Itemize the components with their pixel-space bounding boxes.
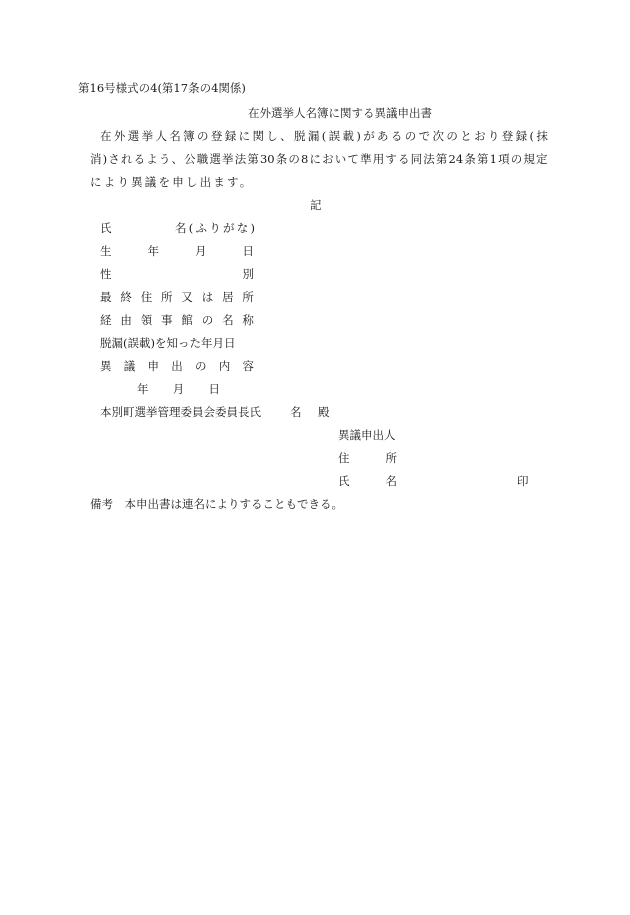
glyph: 在	[100, 129, 112, 143]
glyph: 住	[338, 451, 350, 465]
glyph: 職	[196, 152, 209, 166]
glyph: 氏	[338, 474, 350, 488]
glyph: し	[266, 129, 278, 143]
glyph: に	[309, 152, 321, 166]
body-line-1	[100, 128, 548, 144]
glyph: 別	[242, 267, 254, 281]
glyph: 公	[184, 152, 196, 166]
glyph: 出	[171, 359, 183, 373]
glyph: 録	[224, 129, 237, 143]
addressee-name: 名	[290, 405, 302, 419]
glyph: 消	[90, 152, 102, 166]
birth-date-label	[100, 243, 254, 259]
glyph: (	[529, 129, 534, 143]
glyph: う	[158, 152, 171, 166]
glyph: 挙	[141, 129, 154, 143]
glyph: 次	[432, 129, 444, 143]
glyph: よ	[146, 152, 158, 166]
glyph: 外	[113, 129, 126, 143]
body-line-2	[90, 151, 548, 167]
glyph: 内	[218, 359, 231, 373]
glyph: 所	[242, 290, 254, 304]
glyph: 条	[464, 152, 476, 166]
glyph: は	[201, 290, 214, 304]
glyph: 誤	[328, 129, 341, 143]
glyph: の	[288, 152, 300, 166]
glyph: 簿	[183, 129, 195, 143]
glyph: い	[334, 152, 347, 166]
glyph: お	[322, 152, 334, 166]
glyph: )	[250, 221, 255, 235]
glyph: 住	[140, 290, 153, 304]
glyph: が	[363, 129, 375, 143]
glyph: 月	[195, 244, 207, 258]
remarks-note: 備考 本申出書は連名によりすることもできる。	[90, 497, 343, 511]
glyph: (	[321, 129, 327, 143]
glyph: 第	[247, 152, 259, 166]
glyph: て	[347, 152, 359, 166]
glyph: 日	[242, 244, 254, 258]
glyph: に	[238, 129, 251, 143]
glyph: 載	[342, 129, 354, 143]
glyph: の	[510, 152, 523, 166]
glyph: 議	[123, 359, 136, 373]
glyph: 用	[372, 152, 385, 166]
applicant-heading: 異議申出人	[338, 428, 396, 442]
objection-content-label	[100, 358, 254, 374]
glyph: 漏	[307, 129, 320, 143]
glyph: の	[201, 313, 214, 327]
glyph: 条	[275, 152, 288, 166]
glyph: で	[418, 129, 431, 143]
glyph: る	[390, 129, 403, 143]
glyph: 所	[161, 290, 173, 304]
glyph: る	[397, 152, 410, 166]
glyph: 、	[171, 152, 183, 166]
glyph: 生	[100, 244, 112, 258]
applicant-address-label	[338, 450, 397, 466]
seal-mark: 印	[517, 474, 529, 488]
glyph: )	[102, 152, 108, 166]
glyph: )	[356, 129, 361, 143]
glyph: 24	[448, 152, 464, 166]
glyph: 第	[476, 152, 489, 166]
glyph: 容	[242, 359, 254, 373]
glyph: 名	[169, 129, 181, 143]
glyph: 異	[100, 359, 112, 373]
glyph: 第	[435, 152, 448, 166]
glyph: 法	[423, 152, 435, 166]
glyph: 抹	[536, 129, 548, 143]
glyph: の	[404, 129, 417, 143]
glyph: 経	[100, 313, 112, 327]
glyph: 登	[210, 129, 223, 143]
glyph: の	[195, 359, 207, 373]
glyph: 名	[175, 221, 187, 235]
glyph: 事	[161, 313, 173, 327]
glyph: 法	[234, 152, 247, 166]
last-address-label	[100, 289, 254, 305]
glyph: の	[446, 129, 458, 143]
applicant-name-label	[338, 473, 397, 489]
glyph: 年	[147, 244, 159, 258]
glyph: る	[133, 152, 146, 166]
glyph: 1	[489, 152, 497, 166]
glyph: 規	[523, 152, 535, 166]
body-line-3: により異議を申し出ます。	[90, 175, 254, 189]
glyph: 所	[385, 451, 397, 465]
glyph: 月	[172, 382, 185, 396]
glyph: 30	[259, 152, 275, 166]
glyph: 選	[209, 152, 221, 166]
glyph: り	[209, 221, 221, 235]
consulate-label	[100, 312, 254, 328]
glyph: 由	[120, 313, 132, 327]
glyph: 又	[181, 290, 193, 304]
form-number: 第16号様式の4(第17条の4関係)	[78, 81, 246, 95]
glyph: 項	[498, 152, 510, 166]
glyph: 終	[120, 290, 132, 304]
addressee-honorific: 殿	[318, 405, 330, 419]
discovery-date-label: 脱漏(誤載)を知った年月日	[100, 336, 236, 350]
glyph: 8	[301, 152, 309, 166]
glyph: の	[197, 129, 209, 143]
glyph: 性	[100, 267, 112, 281]
name-label: 氏	[100, 221, 112, 235]
glyph: と	[460, 129, 472, 143]
glyph: 登	[501, 129, 514, 143]
glyph: ふ	[195, 221, 207, 235]
glyph: さ	[108, 152, 120, 166]
glyph: な	[236, 221, 249, 235]
glyph: 名	[222, 313, 234, 327]
sex-label	[100, 266, 254, 282]
glyph: 申	[147, 359, 159, 373]
submission-date	[137, 381, 220, 397]
glyph: 館	[181, 313, 193, 327]
glyph: 同	[410, 152, 423, 166]
glyph: 録	[515, 129, 528, 143]
glyph: 、	[280, 129, 292, 143]
glyph: 日	[208, 382, 220, 396]
glyph: 居	[222, 290, 234, 304]
name-reading-label	[175, 220, 255, 236]
ki-heading: 記	[310, 198, 322, 212]
glyph: 名	[385, 474, 397, 488]
addressee-prefix: 本別町選挙管理委員会委員長氏	[100, 405, 261, 419]
glyph: 選	[127, 129, 140, 143]
glyph: が	[223, 221, 235, 235]
glyph: 挙	[222, 152, 234, 166]
glyph: 年	[137, 382, 149, 396]
glyph: 脱	[294, 129, 306, 143]
glyph: 称	[242, 313, 254, 327]
glyph: れ	[120, 152, 133, 166]
glyph: (	[188, 221, 194, 235]
glyph: お	[474, 129, 486, 143]
glyph: 定	[536, 152, 548, 166]
glyph: 領	[140, 313, 153, 327]
glyph: 関	[252, 129, 264, 143]
glyph: 人	[155, 129, 167, 143]
glyph: 最	[100, 290, 112, 304]
glyph: す	[385, 152, 397, 166]
document-title: 在外選挙人名簿に関する異議申出書	[248, 106, 432, 120]
glyph: 準	[360, 152, 372, 166]
glyph: り	[487, 129, 500, 143]
glyph: あ	[377, 129, 389, 143]
